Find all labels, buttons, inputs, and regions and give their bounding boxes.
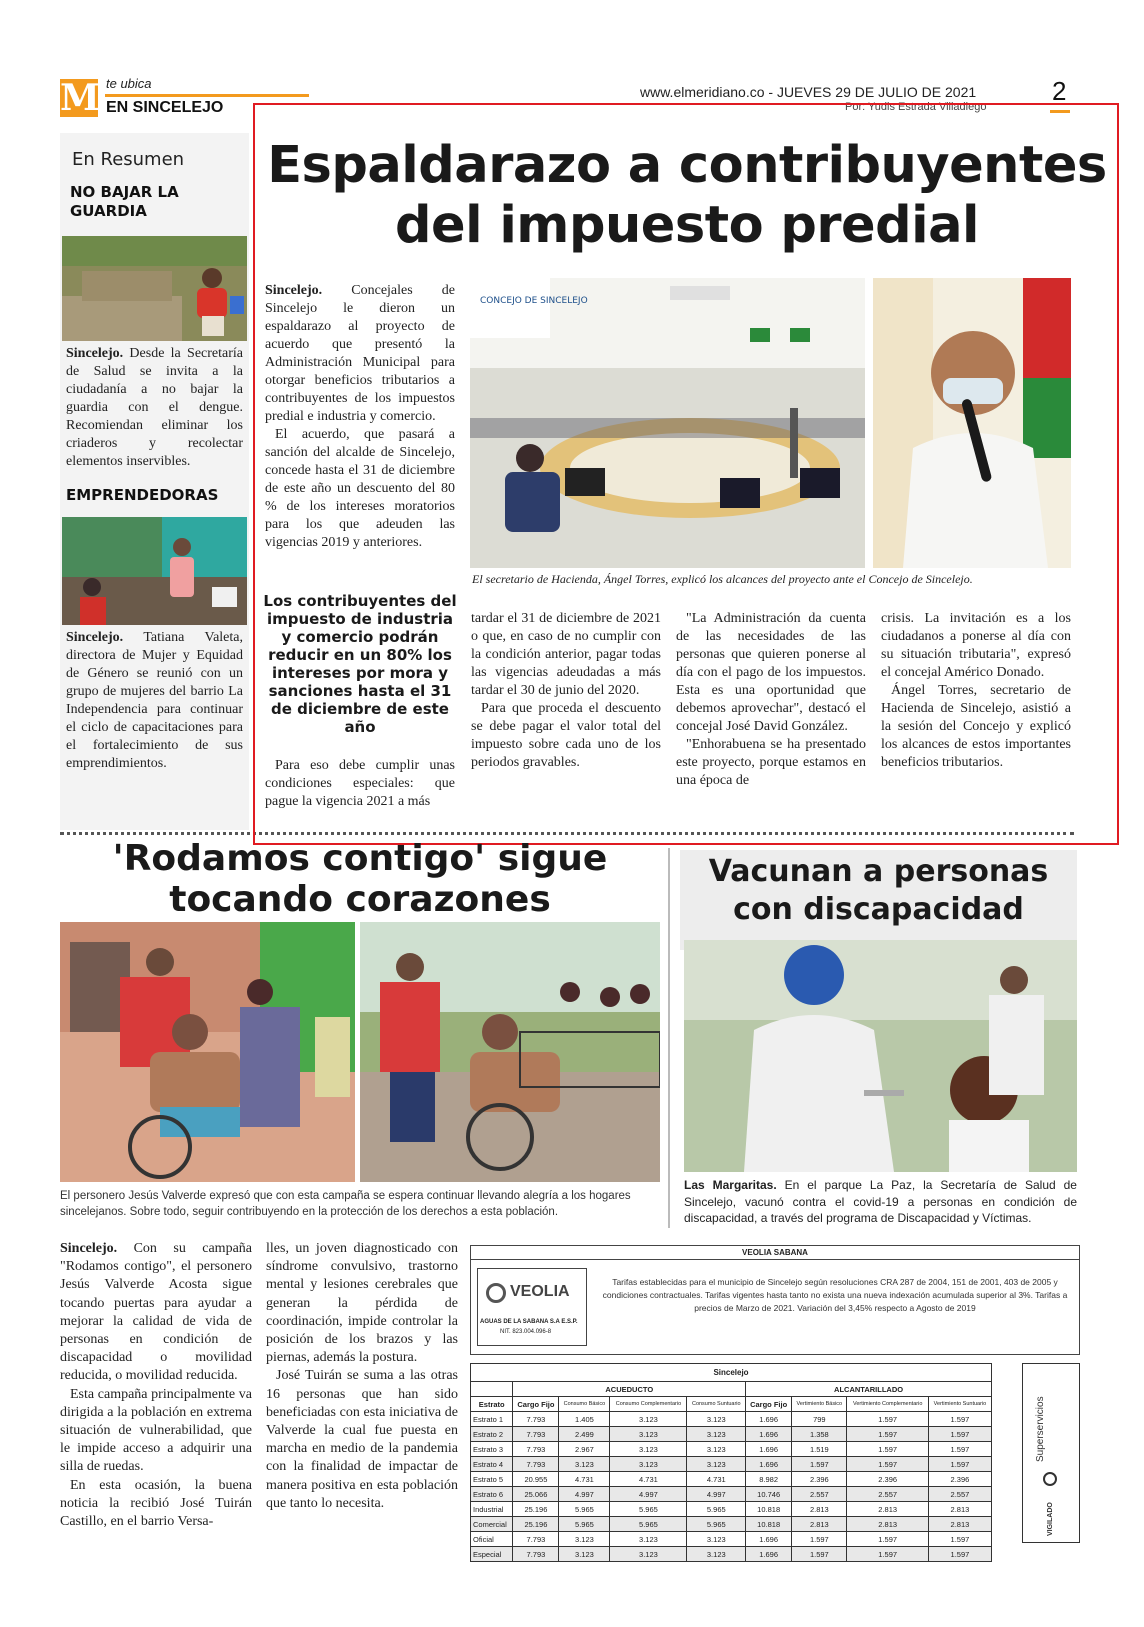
sidebar-heading: En Resumen bbox=[72, 149, 185, 170]
tariff-cell: 2.557 bbox=[792, 1487, 847, 1502]
main-headline-line: Espaldarazo a contribuyentes bbox=[267, 136, 1107, 195]
tariff-cell: 799 bbox=[792, 1412, 847, 1427]
tariff-cell: 1.597 bbox=[792, 1532, 847, 1547]
section-title: EN SINCELEJO bbox=[106, 99, 224, 116]
tariff-cell: 1.519 bbox=[792, 1442, 847, 1457]
tariff-cell: 20.955 bbox=[513, 1472, 559, 1487]
tariff-row bbox=[471, 1517, 992, 1532]
tariff-cell: 1.696 bbox=[746, 1457, 792, 1472]
tariff-col-header: Estrato bbox=[471, 1397, 513, 1412]
tariff-cell: 1.597 bbox=[847, 1412, 928, 1427]
tariff-row bbox=[471, 1502, 992, 1517]
tariff-cell: 5.965 bbox=[687, 1502, 746, 1517]
main-story-paragraph: "Enhorabuena se ha presentado este proyecto, porque estamos en una época de bbox=[676, 737, 866, 788]
tariff-cell: 3.123 bbox=[687, 1457, 746, 1472]
vacunan-caption-text: En el parque La Paz, la Secretaría de Salud de Sincelejo, vacunó contra el covid-19 a personas en condición de discapacidad, a través del programa de Discapacidad y Víctimas. bbox=[684, 1178, 1077, 1225]
tariff-row-label: Comercial bbox=[471, 1517, 513, 1532]
tariff-cell: 4.731 bbox=[559, 1472, 610, 1487]
byline: Por: Yudis Estrada Villadiego bbox=[845, 101, 987, 113]
superservicios-label: Superservicios bbox=[1035, 1396, 1046, 1462]
tariff-cell: 1.597 bbox=[847, 1442, 928, 1457]
sidebar-item-body bbox=[66, 345, 243, 471]
tariff-cell: 3.123 bbox=[687, 1412, 746, 1427]
tariff-cell: 3.123 bbox=[610, 1532, 687, 1547]
vacunan-caption-place: Las Margaritas. bbox=[684, 1178, 777, 1192]
tariff-cell: 1.696 bbox=[746, 1547, 792, 1562]
vacunan-headline bbox=[680, 853, 1077, 929]
tariff-cell: 1.597 bbox=[928, 1412, 991, 1427]
main-story-paragraph: Ángel Torres, secretario de Hacienda de Sincelejo, asistió a la sesión del Concejo y explicó los alcances de estos importantes beneficios tributarios. bbox=[881, 683, 1071, 770]
tariff-cell: 3.123 bbox=[610, 1427, 687, 1442]
main-story-place: Sincelejo. bbox=[265, 283, 323, 298]
rodamos-headline-line: 'Rodamos contigo' sigue bbox=[112, 838, 608, 879]
tariff-cell: 5.965 bbox=[687, 1517, 746, 1532]
tariff-cell: 7.793 bbox=[513, 1427, 559, 1442]
vacunan-headline-line: Vacunan a personas bbox=[708, 854, 1049, 889]
wheelchair-photo-2 bbox=[360, 922, 660, 1182]
tariff-row-label: Industrial bbox=[471, 1502, 513, 1517]
rodamos-paragraph: En esta ocasión, la buena noticia la recibió José Tuirán Castillo, en el barrio Versa- bbox=[60, 1477, 252, 1530]
vacunan-caption bbox=[684, 1177, 1077, 1227]
tariff-cell: 1.696 bbox=[746, 1427, 792, 1442]
tariff-cell: 2.813 bbox=[792, 1517, 847, 1532]
main-story-paragraph: Para que proceda el descuento se debe pagar el valor total del impuesto sobre cada uno de los periodos gravables. bbox=[471, 701, 661, 770]
veolia-logo-box bbox=[477, 1268, 587, 1346]
tariff-cell: 8.982 bbox=[746, 1472, 792, 1487]
tariff-cell: 3.123 bbox=[559, 1457, 610, 1472]
tariff-row bbox=[471, 1487, 992, 1502]
tariff-cell: 3.123 bbox=[687, 1442, 746, 1457]
tariff-cell: 3.123 bbox=[559, 1532, 610, 1547]
rodamos-paragraph: Con su campaña "Rodamos contigo", el personero Jesús Valverde Acosta sigue tocando puertas para ayudar a mejorar la calidad de vida de personas en condición de discapacidad o movilidad reducida, o movilidad reducida. bbox=[60, 1241, 252, 1384]
sidebar-item-text: Desde la Secretaría de Salud se invita a la ciudadanía a no bajar la guardia con el dengue. Recomiendan eliminar los criaderos y recolectar elementos inservibles. bbox=[66, 346, 243, 469]
tariff-cell: 7.793 bbox=[513, 1547, 559, 1562]
main-story-paragraph: crisis. La invitación es a los ciudadanos a ponerse al día con su situación tributaria", expresó el concejal Américo Donado. bbox=[881, 611, 1071, 680]
rodamos-col1 bbox=[60, 1240, 252, 1531]
tariff-row-label: Estrato 2 bbox=[471, 1427, 513, 1442]
tariff-cell: 3.123 bbox=[610, 1412, 687, 1427]
tariff-cell: 1.597 bbox=[847, 1427, 928, 1442]
dengue-photo bbox=[62, 236, 247, 341]
tariff-cell: 2.813 bbox=[928, 1502, 991, 1517]
tariff-cell: 3.123 bbox=[687, 1532, 746, 1547]
tariff-cell: 1.597 bbox=[928, 1532, 991, 1547]
tariff-cell: 1.597 bbox=[928, 1457, 991, 1472]
tariff-table-wrap bbox=[470, 1363, 992, 1562]
tariff-cell: 25.196 bbox=[513, 1502, 559, 1517]
tariff-cell: 5.965 bbox=[610, 1517, 687, 1532]
sidebar-item-text: Tatiana Valeta, directora de Mujer y Equidad de Género se reunió con un grupo de mujeres del barrio La Independencia para continuar el ciclo de capacitaciones para el fortalecimiento de sus emprendimientos. bbox=[66, 630, 243, 771]
tariff-table-title: Sincelejo bbox=[471, 1364, 992, 1382]
tariff-cell: 2.813 bbox=[847, 1517, 928, 1532]
tariff-cell: 3.123 bbox=[687, 1427, 746, 1442]
rodamos-place: Sincelejo. bbox=[60, 1241, 118, 1256]
rodamos-paragraph: Esta campaña principalmente va dirigida a la población en extrema situación de vulnerabilidad, que le impide acceso a adquirir una silla de ruedas. bbox=[60, 1386, 252, 1475]
wheelchair-photo-1 bbox=[60, 922, 355, 1182]
tariff-row bbox=[471, 1472, 992, 1487]
tariff-cell: 1.597 bbox=[792, 1547, 847, 1562]
pullquote: Los contribuyentes del impuesto de industria y comercio podrán reducir en un 80% los intereses por mora y sanciones hasta el 31 de diciembre de este año bbox=[263, 592, 457, 736]
tariff-cell: 1.597 bbox=[847, 1457, 928, 1472]
sidebar-item-title: NO BAJAR LA GUARDIA bbox=[70, 183, 179, 220]
vaccination-photo bbox=[684, 940, 1077, 1172]
veolia-notice: Tarifas establecidas para el municipio de Sincelejo según resoluciones CRA 287 de 2004, 151 de 2001, 403 de 2005 y condiciones contractuales. Tarifas vigentes hasta tanto no exista una nueva indexación acumulada superior al 3%. Tarifas a precios de Marzo de 2021. Variación del 3,45% respecto a Agosto de 2019 bbox=[602, 1277, 1068, 1313]
tariff-cell: 1.696 bbox=[746, 1532, 792, 1547]
emprendedoras-photo bbox=[62, 517, 247, 625]
tariff-cell: 10.818 bbox=[746, 1502, 792, 1517]
rodamos-headline bbox=[60, 838, 660, 920]
superservicios-box bbox=[1022, 1363, 1080, 1543]
main-story-paragraph: Para eso debe cumplir unas condiciones especiales: que pague la vigencia 2021 a más bbox=[265, 758, 455, 809]
tariff-cell: 2.396 bbox=[792, 1472, 847, 1487]
tariff-cell: 1.597 bbox=[928, 1547, 991, 1562]
tariff-cell: 1.597 bbox=[847, 1532, 928, 1547]
main-story-paragraph: Concejales de Sincelejo le dieron un espaldarazo al proyecto de acuerdo que presentó la Administración Municipal para otorgar beneficios tributarios a contribuyentes de los impuestos predial e industria y comercio. bbox=[265, 283, 456, 424]
main-headline-line: del impuesto predial bbox=[394, 196, 980, 255]
tariff-group-header: ACUEDUCTO bbox=[513, 1382, 746, 1397]
tariff-col-header: Consumo Básico bbox=[559, 1397, 610, 1412]
newspaper-logo: M bbox=[60, 77, 100, 119]
tariff-cell: 1.696 bbox=[746, 1442, 792, 1457]
tariff-cell: 1.597 bbox=[792, 1457, 847, 1472]
tariff-cell: 5.965 bbox=[559, 1502, 610, 1517]
tariff-col-header: Vertimiento Básico bbox=[792, 1397, 847, 1412]
veolia-nit: NIT. 823.004.096-8 bbox=[500, 1329, 552, 1335]
tariff-cell: 25.066 bbox=[513, 1487, 559, 1502]
sidebar-item-title: EMPRENDEDORAS bbox=[66, 486, 219, 504]
tariff-row bbox=[471, 1412, 992, 1427]
sidebar-item-place: Sincelejo. bbox=[66, 630, 124, 645]
main-story-paragraph: tardar el 31 de diciembre de 2021 o que, en caso de no cumplir con la condición anterior, pagar todas las vigencias adeudadas a más tardar el 30 de junio del 2020. bbox=[471, 611, 661, 698]
tariff-cell: 3.123 bbox=[610, 1457, 687, 1472]
rodamos-paragraph: lles, un joven diagnosticado con síndrome convulsivo, trastorno mental y lesiones cerebrales que generan la pérdida de coordinación, impide controlar la posición de los brazos y las piernas, además la postura. bbox=[266, 1241, 458, 1366]
tariff-group-header: ALCANTARILLADO bbox=[746, 1382, 992, 1397]
veolia-logo: VEOLIA bbox=[510, 1283, 570, 1300]
tariff-cell: 2.967 bbox=[559, 1442, 610, 1457]
tariff-cell: 1.597 bbox=[928, 1442, 991, 1457]
tariff-cell: 7.793 bbox=[513, 1532, 559, 1547]
tariff-cell: 4.731 bbox=[610, 1472, 687, 1487]
tariff-cell: 5.965 bbox=[610, 1502, 687, 1517]
tariff-cell: 10.818 bbox=[746, 1517, 792, 1532]
tariff-cell: 7.793 bbox=[513, 1442, 559, 1457]
sidebar-item-place: Sincelejo. bbox=[66, 346, 124, 361]
tariff-cell: 2.557 bbox=[928, 1487, 991, 1502]
tariff-cell: 1.358 bbox=[792, 1427, 847, 1442]
tariff-table-body bbox=[471, 1412, 992, 1562]
sidebar-item-body bbox=[66, 629, 243, 773]
tariff-cell: 1.405 bbox=[559, 1412, 610, 1427]
tariff-cell: 1.696 bbox=[746, 1412, 792, 1427]
tariff-cell: 3.123 bbox=[610, 1442, 687, 1457]
tariff-cell: 10.746 bbox=[746, 1487, 792, 1502]
masthead-tagline: te ubica bbox=[106, 76, 152, 91]
tariff-col-header: Consumo Complementario bbox=[610, 1397, 687, 1412]
council-sign: CONCEJO DE SINCELEJO bbox=[480, 296, 588, 306]
tariff-row-label: Oficial bbox=[471, 1532, 513, 1547]
tariff-row bbox=[471, 1442, 992, 1457]
rodamos-paragraph: José Tuirán se suma a las otras 16 personas que han sido beneficiadas con esta iniciativa de Valverde la cual fue puesta en marcha en medio de la pandemia con la finalidad de impactar de manera positiva en esta población que tanto lo necesita. bbox=[266, 1368, 458, 1511]
tariff-row-label: Estrato 3 bbox=[471, 1442, 513, 1457]
tariff-cell: 4.997 bbox=[687, 1487, 746, 1502]
tariff-cell: 7.793 bbox=[513, 1457, 559, 1472]
tariff-row-label: Estrato 1 bbox=[471, 1412, 513, 1427]
tariff-col-header: Consumo Suntuario bbox=[687, 1397, 746, 1412]
tariff-cell: 4.731 bbox=[687, 1472, 746, 1487]
tariff-cell: 3.123 bbox=[687, 1547, 746, 1562]
highlight-frame bbox=[253, 103, 1119, 845]
tariff-cell: 2.396 bbox=[847, 1472, 928, 1487]
tariff-col-header: Vertimiento Suntuario bbox=[928, 1397, 991, 1412]
tariff-col-header: Cargo Fijo bbox=[746, 1397, 792, 1412]
page-number: 2 bbox=[1052, 76, 1067, 106]
tariff-cell: 2.499 bbox=[559, 1427, 610, 1442]
tariff-row bbox=[471, 1457, 992, 1472]
superservicios-logo-icon bbox=[1043, 1472, 1057, 1486]
summary-sidebar bbox=[60, 133, 249, 830]
tariff-cell: 3.123 bbox=[559, 1547, 610, 1562]
tariff-row-label: Estrato 6 bbox=[471, 1487, 513, 1502]
tariff-cell: 2.557 bbox=[847, 1487, 928, 1502]
veolia-company: AGUAS DE LA SABANA S.A E.S.P. bbox=[480, 1319, 578, 1325]
veolia-logo-icon bbox=[486, 1283, 506, 1303]
tariff-cell: 2.813 bbox=[792, 1502, 847, 1517]
masthead-rule bbox=[105, 94, 309, 97]
tariff-row bbox=[471, 1427, 992, 1442]
veolia-header: VEOLIA SABANA bbox=[471, 1246, 1079, 1260]
tariff-cell: 5.965 bbox=[559, 1517, 610, 1532]
tariff-row-label: Estrato 5 bbox=[471, 1472, 513, 1487]
tariff-cell: 4.997 bbox=[559, 1487, 610, 1502]
tariff-row-label: Estrato 4 bbox=[471, 1457, 513, 1472]
tariff-table bbox=[470, 1363, 992, 1562]
rodamos-col2 bbox=[266, 1240, 458, 1513]
tariff-cell: 3.123 bbox=[610, 1547, 687, 1562]
vacunan-headline-line: con discapacidad bbox=[733, 892, 1024, 927]
tariff-cell: 7.793 bbox=[513, 1412, 559, 1427]
tariff-row-label: Especial bbox=[471, 1547, 513, 1562]
rodamos-photo-caption: El personero Jesús Valverde expresó que con esta campaña se espera continuar llevando alegría a los hogares sincelejanos. Sobre todo, seguir contribuyendo en la protección de los derechos a esta población. bbox=[60, 1190, 631, 1218]
main-story-paragraph: El acuerdo, que pasará a sanción del alcalde de Sincelejo, concede hasta el 31 de diciembre de este año un descuento del 80 % de los intereses moratorios para los que adeuden las vigencias 2019 y anteriores. bbox=[265, 427, 455, 550]
tariff-cell: 2.813 bbox=[928, 1517, 991, 1532]
tariff-col-header: Cargo Fijo bbox=[513, 1397, 559, 1412]
tariff-cell: 25.196 bbox=[513, 1517, 559, 1532]
tariff-cell: 2.396 bbox=[928, 1472, 991, 1487]
tariff-cell: 2.813 bbox=[847, 1502, 928, 1517]
column-rule bbox=[668, 848, 670, 1228]
site-date: www.elmeridiano.co - JUEVES 29 DE JULIO DE 2021 bbox=[640, 84, 977, 100]
tariff-cell: 4.997 bbox=[610, 1487, 687, 1502]
tariff-cell: 1.597 bbox=[847, 1547, 928, 1562]
tariff-row bbox=[471, 1532, 992, 1547]
vigilado-label: VIGILADO bbox=[1047, 1502, 1054, 1536]
tariff-col-header: Vertimiento Complementario bbox=[847, 1397, 928, 1412]
tariff-row bbox=[471, 1547, 992, 1562]
main-story-paragraph: "La Administración da cuenta de las necesidades de las personas que quieren ponerse al día con el pago de los impuestos. Esta es una oportunidad que debemos aprovechar", destacó el concejal José David González. bbox=[676, 611, 866, 734]
tariff-cell: 1.597 bbox=[928, 1427, 991, 1442]
main-photo-caption: El secretario de Hacienda, Ángel Torres, explicó los alcances del proyecto ante el Concejo de Sincelejo. bbox=[472, 572, 973, 586]
veolia-notice-box bbox=[470, 1245, 1080, 1355]
rodamos-headline-line: tocando corazones bbox=[169, 879, 551, 920]
